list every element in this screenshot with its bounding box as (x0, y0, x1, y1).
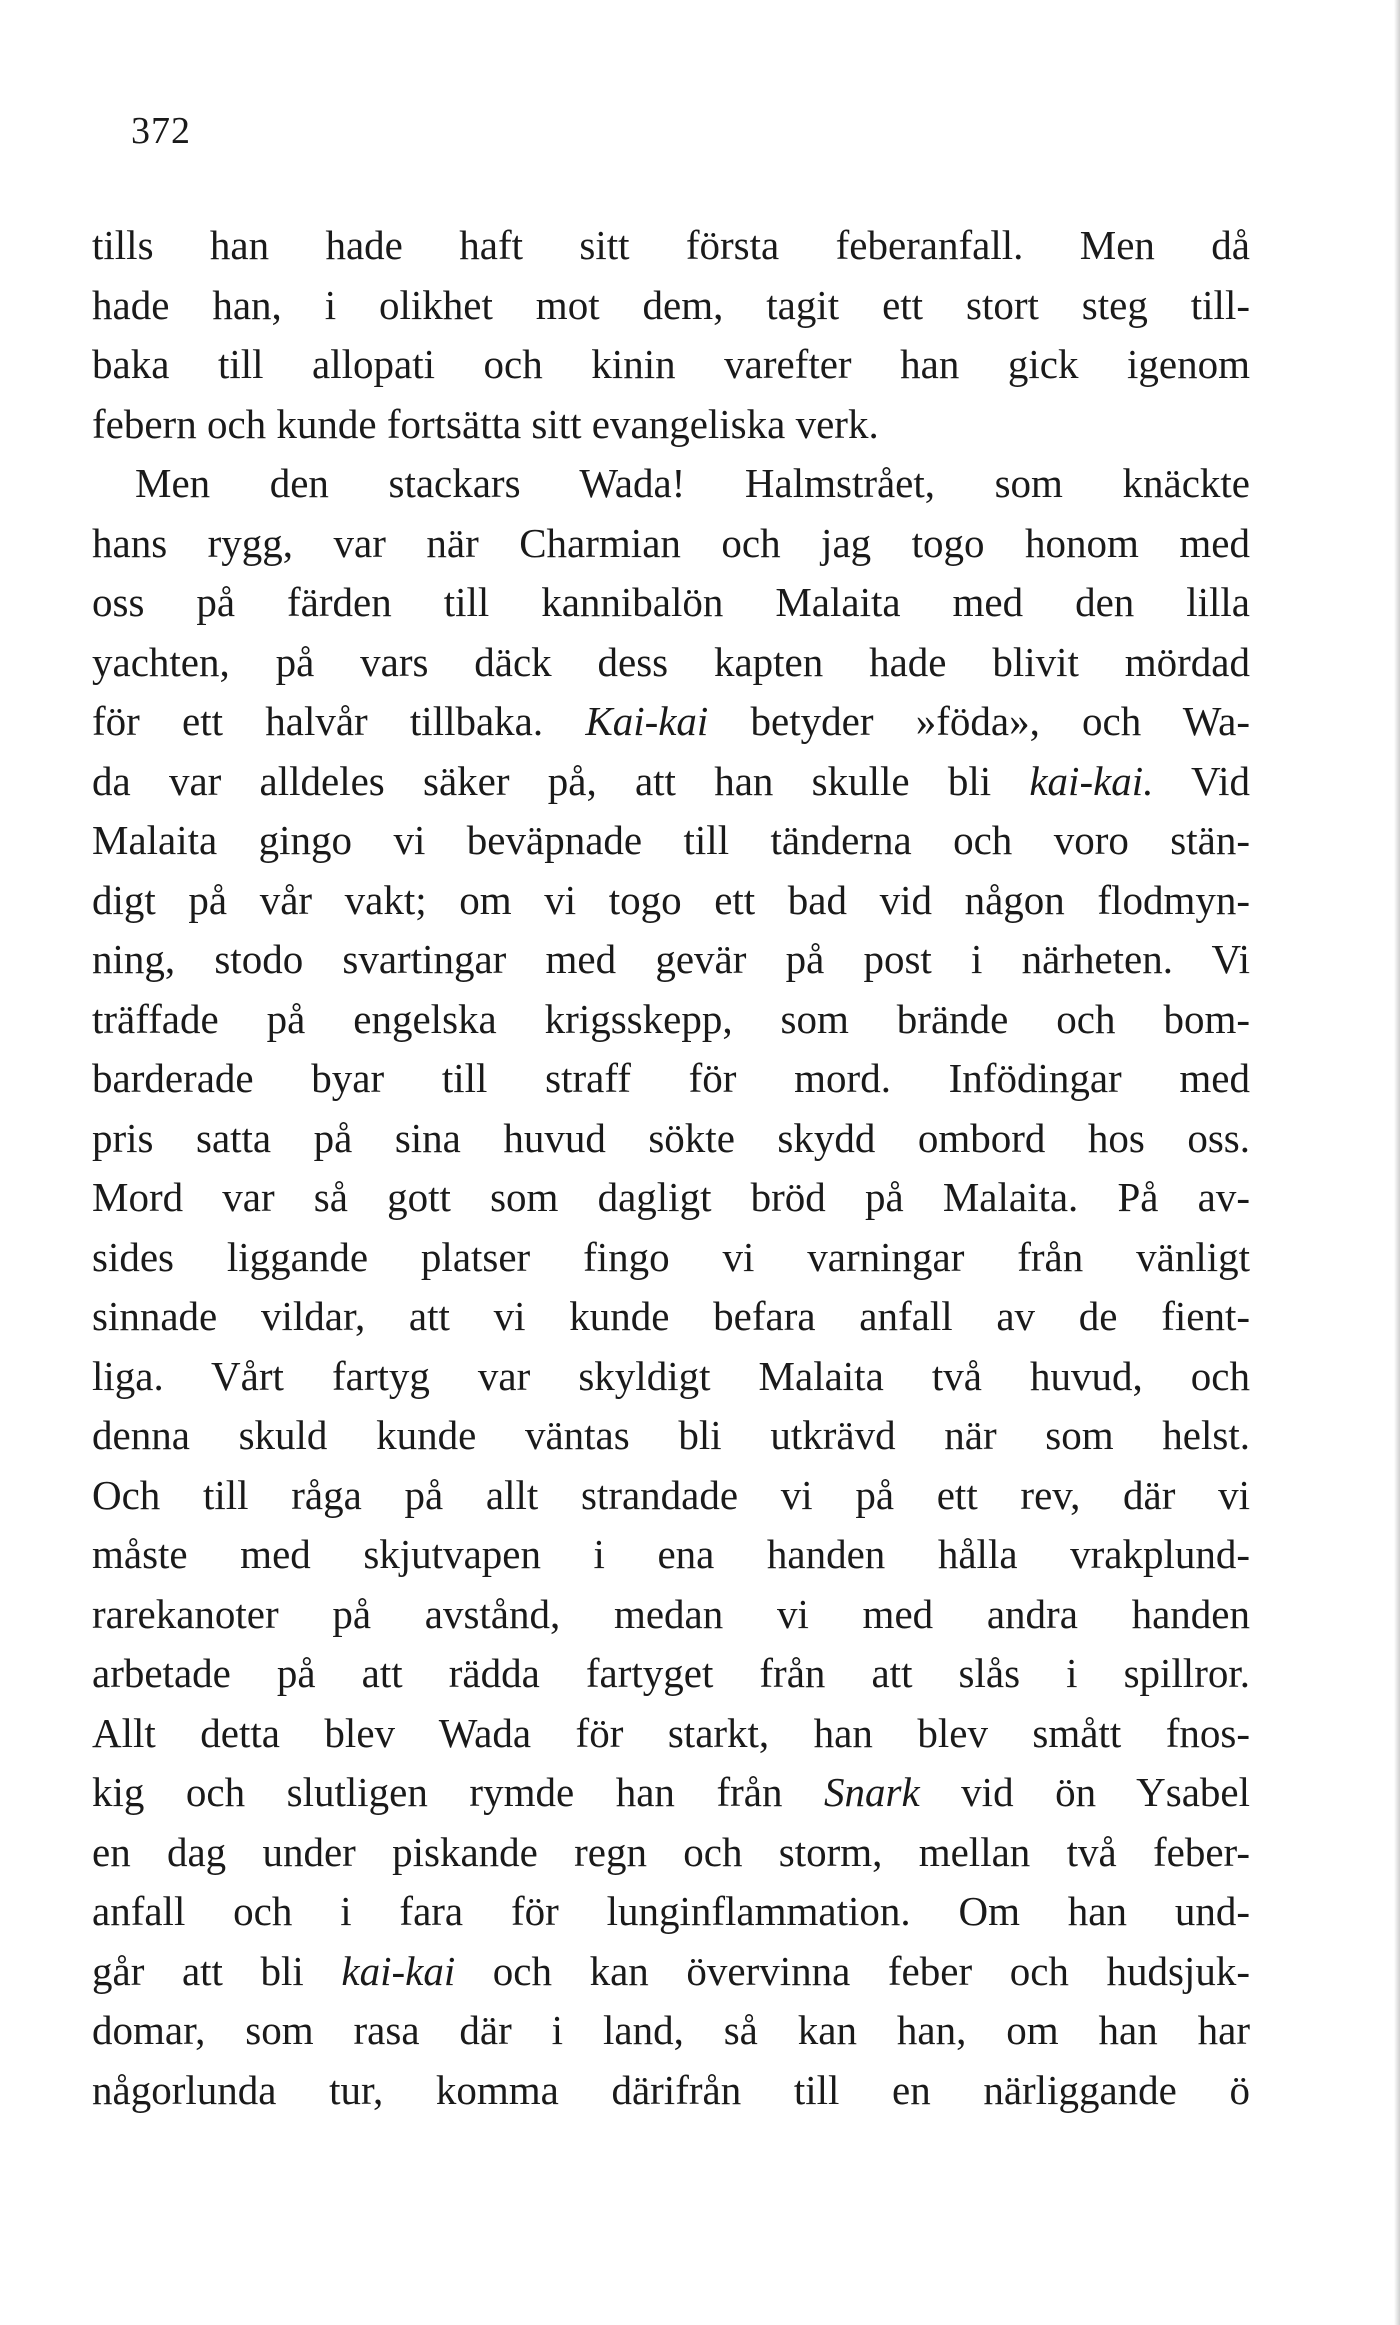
text-line (92, 1406, 1250, 1466)
text-segment: digt på vår vakt; om vi togo ett bad vid någon flodmyn- (92, 876, 1250, 923)
text-segment: Malaita gingo vi beväpnade till tänderna och voro stän- (92, 817, 1250, 863)
text-line (92, 1347, 1250, 1407)
text-segment: hade han, i olikhet mot dem, tagit ett stort steg till- (92, 281, 1250, 328)
italic-text: Kai-kai (585, 698, 709, 744)
text-line (92, 1763, 1250, 1823)
page-number: 372 (131, 110, 191, 152)
text-line (92, 1704, 1250, 1764)
text-segment: anfall och i fara för lunginflammation. Om han und- (92, 1888, 1250, 1934)
text-line (92, 454, 1250, 514)
text-line (92, 2061, 1250, 2121)
text-segment: måste med skjutvapen i ena handen hålla vrakplund- (92, 1531, 1250, 1577)
text-segment: Vid (1153, 757, 1250, 804)
text-segment: arbetade på att rädda fartyget från att slås i spillror. (92, 1650, 1250, 1696)
body-text (92, 216, 1250, 2120)
text-line (92, 1882, 1250, 1942)
text-segment: da var alldeles säker på, att han skulle bli (92, 757, 1030, 804)
text-segment: pris satta på sina huvud sökte skydd ombord hos oss. (92, 1114, 1250, 1161)
text-line (92, 335, 1250, 395)
text-segment: sinnade vildar, att vi kunde befara anfall av de fient- (92, 1293, 1250, 1339)
text-line (92, 276, 1250, 336)
text-segment: tills han hade haft sitt första feberanfall. Men då (92, 222, 1250, 268)
text-line (92, 1942, 1250, 2002)
text-line (92, 1823, 1250, 1883)
text-segment: för ett halvår tillbaka. (92, 698, 586, 744)
text-line (92, 871, 1250, 931)
text-segment: barderade byar till straff för mord. Infödingar med (92, 1055, 1250, 1101)
text-segment: träffade på engelska krigsskepp, som brände och bom- (92, 995, 1250, 1042)
text-line (92, 1168, 1250, 1228)
text-segment: Allt detta blev Wada för starkt, han blev smått fnos- (92, 1709, 1250, 1756)
text-line (92, 1466, 1250, 1526)
text-line (92, 1228, 1250, 1288)
text-segment: en dag under piskande regn och storm, mellan två feber- (92, 1828, 1250, 1875)
italic-text: kai-kai. (1029, 757, 1154, 804)
text-segment: vid ön Ysabel (919, 1769, 1250, 1815)
text-segment: betyder »föda», och Wa- (708, 698, 1250, 744)
text-line (92, 692, 1250, 752)
text-segment: domar, som rasa där i land, så kan han, om han har (92, 2007, 1250, 2053)
text-segment: sides liggande platser fingo vi varningar från vänligt (92, 1233, 1250, 1280)
italic-text: Snark (823, 1769, 920, 1815)
text-segment: någorlunda tur, komma därifrån till en närliggande ö (92, 2066, 1250, 2113)
text-line (92, 1644, 1250, 1704)
text-line (92, 216, 1250, 276)
page-edge-shadow (1394, 0, 1400, 2325)
text-line (92, 633, 1250, 693)
text-segment: denna skuld kunde väntas bli utkrävd när som helst. (92, 1412, 1250, 1458)
text-line (92, 811, 1250, 871)
text-segment: går att bli (92, 1947, 342, 1994)
text-segment: Mord var så gott som dagligt bröd på Malaita. På av- (92, 1174, 1250, 1220)
text-segment: kig och slutligen rymde han från (92, 1769, 824, 1815)
text-line (92, 1049, 1250, 1109)
italic-text: kai-kai (341, 1947, 456, 1994)
text-line (92, 514, 1250, 574)
text-segment: Men den stackars Wada! Halmstrået, som knäckte (135, 460, 1250, 506)
text-line (92, 573, 1250, 633)
text-line (92, 930, 1250, 990)
text-segment: baka till allopati och kinin varefter han gick igenom (92, 341, 1250, 387)
text-segment: yachten, på vars däck dess kapten hade blivit mördad (92, 638, 1250, 685)
text-segment: febern och kunde fortsätta sitt evangeliska verk. (92, 400, 879, 447)
text-segment: Och till råga på allt strandade vi på ett rev, där vi (92, 1471, 1250, 1518)
text-line (92, 990, 1250, 1050)
text-line (92, 1525, 1250, 1585)
text-segment: ning, stodo svartingar med gevär på post i närheten. Vi (92, 936, 1250, 982)
text-line (92, 752, 1250, 812)
text-line (92, 395, 1250, 455)
text-segment: hans rygg, var när Charmian och jag togo honom med (92, 519, 1250, 566)
text-segment: oss på färden till kannibalön Malaita med den lilla (92, 579, 1250, 625)
text-segment: rarekanoter på avstånd, medan vi med andra handen (92, 1590, 1250, 1637)
text-line (92, 1585, 1250, 1645)
text-segment: och kan övervinna feber och hudsjuk- (455, 1947, 1250, 1994)
text-line (92, 1287, 1250, 1347)
text-line (92, 2001, 1250, 2061)
text-line (92, 1109, 1250, 1169)
text-segment: liga. Vårt fartyg var skyldigt Malaita två huvud, och (92, 1352, 1250, 1399)
